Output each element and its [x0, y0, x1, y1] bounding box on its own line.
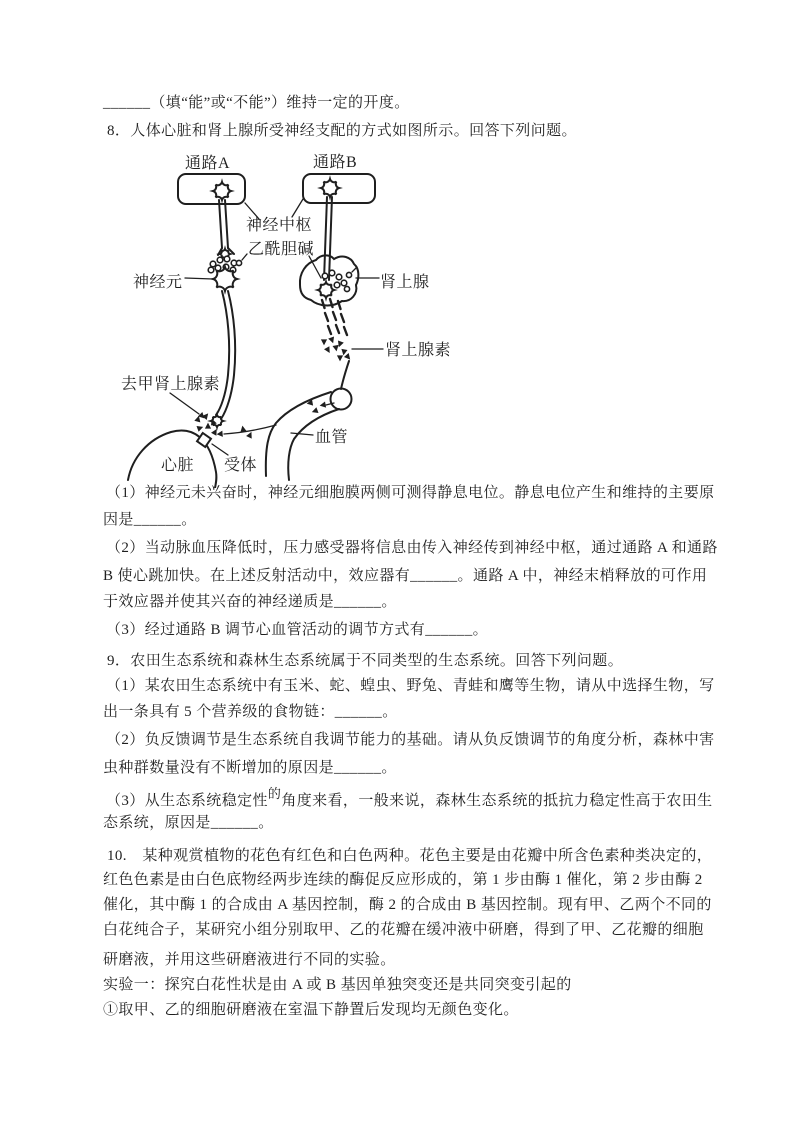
neuron-label: 神经元	[133, 274, 183, 291]
pathway-b-label: 通路B	[313, 154, 358, 171]
q10-experiment1-title: 实验一：探究白花性状是由 A 或 B 基因单独突变还是共同突变引起的	[103, 977, 572, 993]
neuron-cell-body-b	[321, 179, 339, 197]
q8-part1-line1: （1）神经元未兴奋时，神经元细胞膜两侧可测得静息电位。静息电位产生和维持的主要原	[106, 485, 715, 501]
adrenaline-molecules	[321, 336, 353, 361]
q10-experiment1-step1: ①取甲、乙的细胞研磨液在室温下静置后发现均无颜色变化。	[103, 1002, 519, 1018]
neuron-cell-body-a1	[213, 182, 231, 200]
q9-part3-line2: 态系统，原因是______。	[103, 815, 274, 831]
axon-a1	[218, 200, 234, 255]
neuron-cell-body-a2	[213, 267, 237, 291]
pathway-a-label: 通路A	[185, 155, 231, 172]
q9-part2-line1: （2）负反馈调节是生态系统自我调节能力的基础。请从负反馈调节的角度分析，森林中害	[106, 732, 715, 748]
q9-part2-line2: 虫种群数量没有不断增加的原因是______。	[103, 760, 397, 776]
nerve-center-label: 神经中枢	[246, 217, 313, 234]
blood-vessel-pointer-line	[291, 433, 313, 435]
q8-part2-line1: （2）当动脉血压降低时，压力感受器将信息由传入神经传到神经中枢，通过通路 A 和通路	[106, 540, 718, 556]
blood-vessel	[266, 361, 352, 480]
neuron-pointer-line	[185, 278, 213, 279]
receptor-shape	[197, 433, 211, 447]
question-9-stem: 9．农田生态系统和森林生态系统属于不同类型的生态系统。回答下列问题。	[107, 653, 624, 669]
question-10-stem-l3: 催化，其中酶 1 的合成由 A 基因控制，酶 2 的合成由 B 基因控制。现有甲、乙两个不同的	[103, 897, 712, 913]
axon-a2	[216, 291, 235, 419]
question-10-stem-l1: 10. 某种观赏植物的花色有红色和白色两种。花色主要是由花瓣中所含色素种类决定的，	[107, 848, 713, 864]
q9-part1-line1: （1）某农田生态系统中有玉米、蛇、蝗虫、野兔、青蛙和鹰等生物，请从中选择生物，写	[106, 678, 715, 694]
q9-part3-superscript: 的	[267, 786, 282, 801]
nerve-pathway-diagram	[118, 142, 478, 488]
pathway-a-box	[178, 174, 245, 204]
q8-part2-line3: 于效应器并使其兴奋的神经递质是______。	[103, 594, 397, 610]
acetylcholine-label: 乙酰胆碱	[248, 241, 315, 258]
blood-vessel-label: 血管	[315, 429, 349, 446]
question-10-stem-l5: 研磨液，并用这些研磨液进行不同的实验。	[103, 952, 396, 968]
q9-part3-line1	[106, 786, 713, 811]
heart-label: 心脏	[161, 457, 195, 474]
q9-part1-line2: 出一条具有 5 个营养级的食物链：______。	[103, 704, 398, 720]
adrenaline-label: 肾上腺素	[385, 342, 452, 359]
nerve-center-pointer-b	[292, 199, 303, 217]
question-10-stem-l2: 红色色素是由白色底物经两步连续的酶促反应形成的，第 1 步由酶 1 催化，第 2 步由酶 2	[103, 872, 703, 888]
vessel-opening	[331, 389, 352, 410]
q8-part3-line: （3）经过通路 B 调节心血管活动的调节方式有______。	[106, 622, 489, 638]
adrenal-gland-label: 肾上腺	[380, 274, 430, 291]
question-8-stem: 8．人体心脏和肾上腺所受神经支配的方式如图所示。回答下列问题。	[107, 123, 577, 139]
receptor-label: 受体	[224, 457, 258, 474]
q8-part1-line2: 因是______。	[103, 512, 197, 528]
q9-part3-post: 角度来看，一般来说，森林生态系统的抵抗力稳定性高于农田生	[281, 793, 713, 809]
norepinephrine-arrow	[170, 393, 207, 421]
fill-blank-line: ______（填“能”或“不能”）维持一定的开度。	[103, 95, 410, 111]
axon-terminal-b	[318, 282, 334, 298]
norepinephrine-label: 去甲肾上腺素	[121, 376, 221, 393]
hormone-flow-arrow	[216, 425, 276, 439]
q8-part2-line2: B 使心跳加快。在上述反射活动中，效应器有______。通路 A 中，神经末梢释放的可作用	[103, 568, 708, 584]
q9-part3-pre: （3）从生态系统稳定性	[106, 793, 268, 809]
question-10-stem-l4: 白花纯合子，某研究小组分别取甲、乙的花瓣在缓冲液中研磨，得到了甲、乙花瓣的细胞	[103, 922, 704, 938]
axon-b	[324, 197, 332, 280]
receptor-pointer-line	[212, 444, 228, 455]
